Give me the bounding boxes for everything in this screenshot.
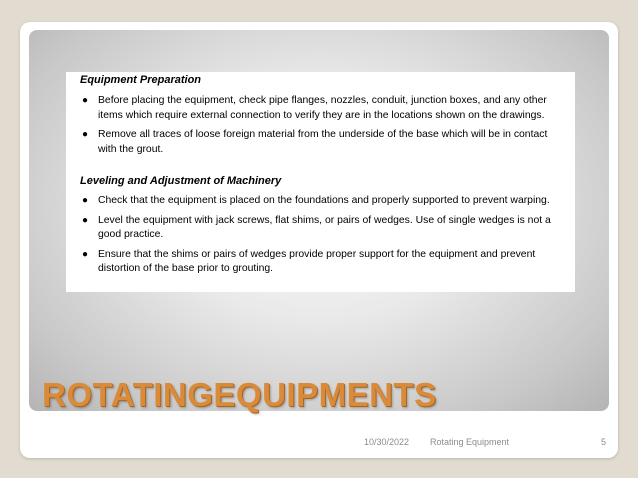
footer-title: Rotating Equipment	[430, 437, 510, 447]
list-item	[80, 94, 563, 123]
document-excerpt	[66, 72, 575, 292]
bullet-icon: ●	[82, 195, 89, 206]
list-item	[80, 128, 563, 157]
equipment-preparation-list	[80, 94, 563, 159]
bullet-text: Before placing the equipment, check pipe flanges, nozzles, conduit, junction boxes, and any other items which require external connection to verify they are in the locations shown on the drawings.	[98, 95, 547, 121]
list-item	[80, 214, 563, 243]
section-heading-equipment-preparation: Equipment Preparation	[80, 74, 202, 86]
bullet-icon: ●	[82, 248, 89, 260]
bullet-text: Level the equipment with jack screws, flat shims, or pairs of wedges. Use of single wedges is not a good practice.	[98, 214, 551, 240]
slide-title: ROTATINGEQUIPMENTS	[42, 376, 437, 413]
leveling-adjustment-list	[80, 194, 563, 279]
bullet-icon: ●	[82, 214, 89, 226]
bullet-icon: ●	[82, 129, 89, 140]
bullet-text: Ensure that the shims or pairs of wedges provide proper support for the equipment and prevent distortion of the base prior to grouting.	[98, 248, 536, 274]
footer-page-number: 5	[601, 437, 607, 447]
bullet-text: Remove all traces of loose foreign material from the underside of the base which will be in contact with the grout.	[98, 129, 548, 155]
bullet-icon: ●	[82, 95, 89, 106]
list-item	[80, 194, 563, 209]
list-item	[80, 248, 563, 277]
bullet-text: Check that the equipment is placed on the foundations and properly supported to prevent warping.	[98, 195, 550, 206]
footer-date: 10/30/2022	[364, 437, 410, 447]
section-heading-leveling-adjustment: Leveling and Adjustment of Machinery	[80, 175, 282, 187]
